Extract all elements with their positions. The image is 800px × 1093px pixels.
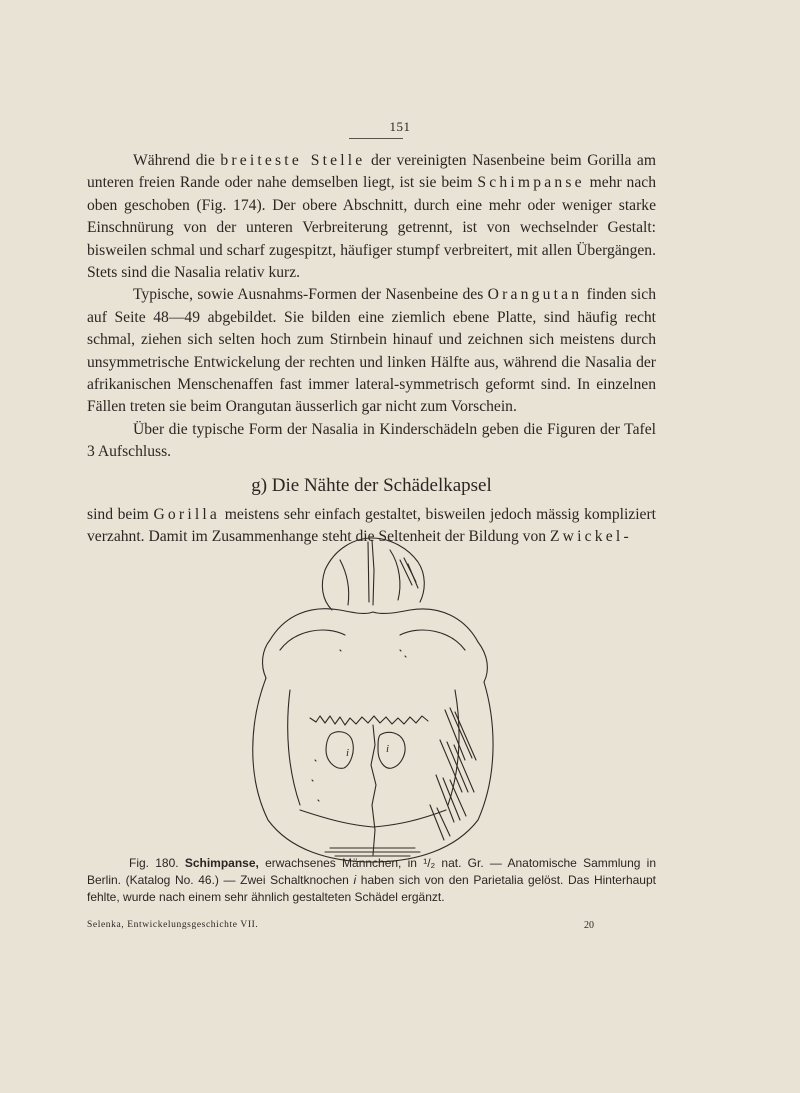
caption-text: erwachsenes Männchen, in <box>258 856 424 870</box>
body-text <box>87 150 656 549</box>
footer-sheet-number: 20 <box>584 920 594 931</box>
text-run: Während die <box>133 152 221 169</box>
text-run: mehr nach oben geschoben (Fig. 174). Der obere Abschnitt, durch eine mehr oder weniger starke Einschnürung von der unteren Verbreiterung getrennt, ist von wechselnder Gestalt: bisweilen schmal und scharf zugespitzt, häufiger stumpf verbreitert, mit allen Übergängen. Stets sind die Nasalia relativ kurz. <box>87 174 656 282</box>
text-run: meistens sehr einfach gestaltet, bisweilen jedoch mässig kompliziert verzahnt. Damit im Zusammenhange steht die Seltenheit der Bildung von <box>87 505 656 546</box>
paragraph-3: Über die typische Form der Nasalia in Kinderschädeln geben die Figuren der Tafel 3 Aufschluss. <box>87 420 656 461</box>
wormian-label-left: i <box>346 747 350 759</box>
figure-caption <box>87 855 656 906</box>
text-run: sind beim <box>87 505 154 523</box>
spaced-emphasis: Zwickel- <box>549 528 632 546</box>
caption-text: haben sich von den Parietalia gelöst. Das Hinterhaupt fehlte, wurde nach einem sehr ähnlich gestalteten Schädel ergänzt. <box>87 873 656 904</box>
text-run: finden sich auf Seite 48—49 abgebildet. Sie bilden eine ziemlich ebene Platte, sind häufig recht schmal, ziehen sich selten hoch zum Stirnbein hinauf und zeichnen sich meistens durch unsymmetrische Entwickelung der rechten und linken Hälfte aus, während die Nasalia der afrikanischen Menschenaffen fast immer lateral-symmetrisch geformt sind. In einzelnen Fällen treten sie beim Orangutan äusserlich gar nicht zum Vorschein. <box>87 286 656 416</box>
caption-text: nat. Gr. — Anatomische Sammlung in Berlin. (Katalog No. 46.) — Zwei Schaltknochen <box>87 856 656 887</box>
caption-bold-term: Schimpanse, <box>184 856 259 870</box>
skull-figure <box>240 530 505 865</box>
spaced-emphasis: Schimpanse <box>477 174 585 192</box>
caption-italic-i: i <box>353 873 357 887</box>
page-number-rule <box>349 138 403 139</box>
text-run: der vereinigten Nasenbeine beim Gorilla am unteren freien Rande oder nahe demselben liegt, ist sie beim <box>87 152 656 192</box>
paragraph-2 <box>87 284 656 418</box>
page-number: 151 <box>389 119 411 134</box>
paragraph-1 <box>87 150 656 284</box>
spaced-emphasis: Gorilla <box>153 505 221 523</box>
spaced-emphasis: Orangutan <box>487 286 583 304</box>
caption-text: Fig. 180. <box>129 856 185 870</box>
wormian-label-right: i <box>386 743 390 755</box>
text-run: Typische, sowie Ausnahms-Formen der Nasenbeine des <box>133 286 488 304</box>
spaced-emphasis: breiteste Stelle <box>220 152 366 169</box>
footer-source: Selenka, Entwickelungsgeschichte VII. <box>87 920 259 930</box>
section-heading: g) Die Nähte der Schädelkapsel <box>251 474 492 496</box>
skull-illustration-icon <box>240 530 505 865</box>
caption-fraction: ¹/₂ <box>423 856 436 870</box>
